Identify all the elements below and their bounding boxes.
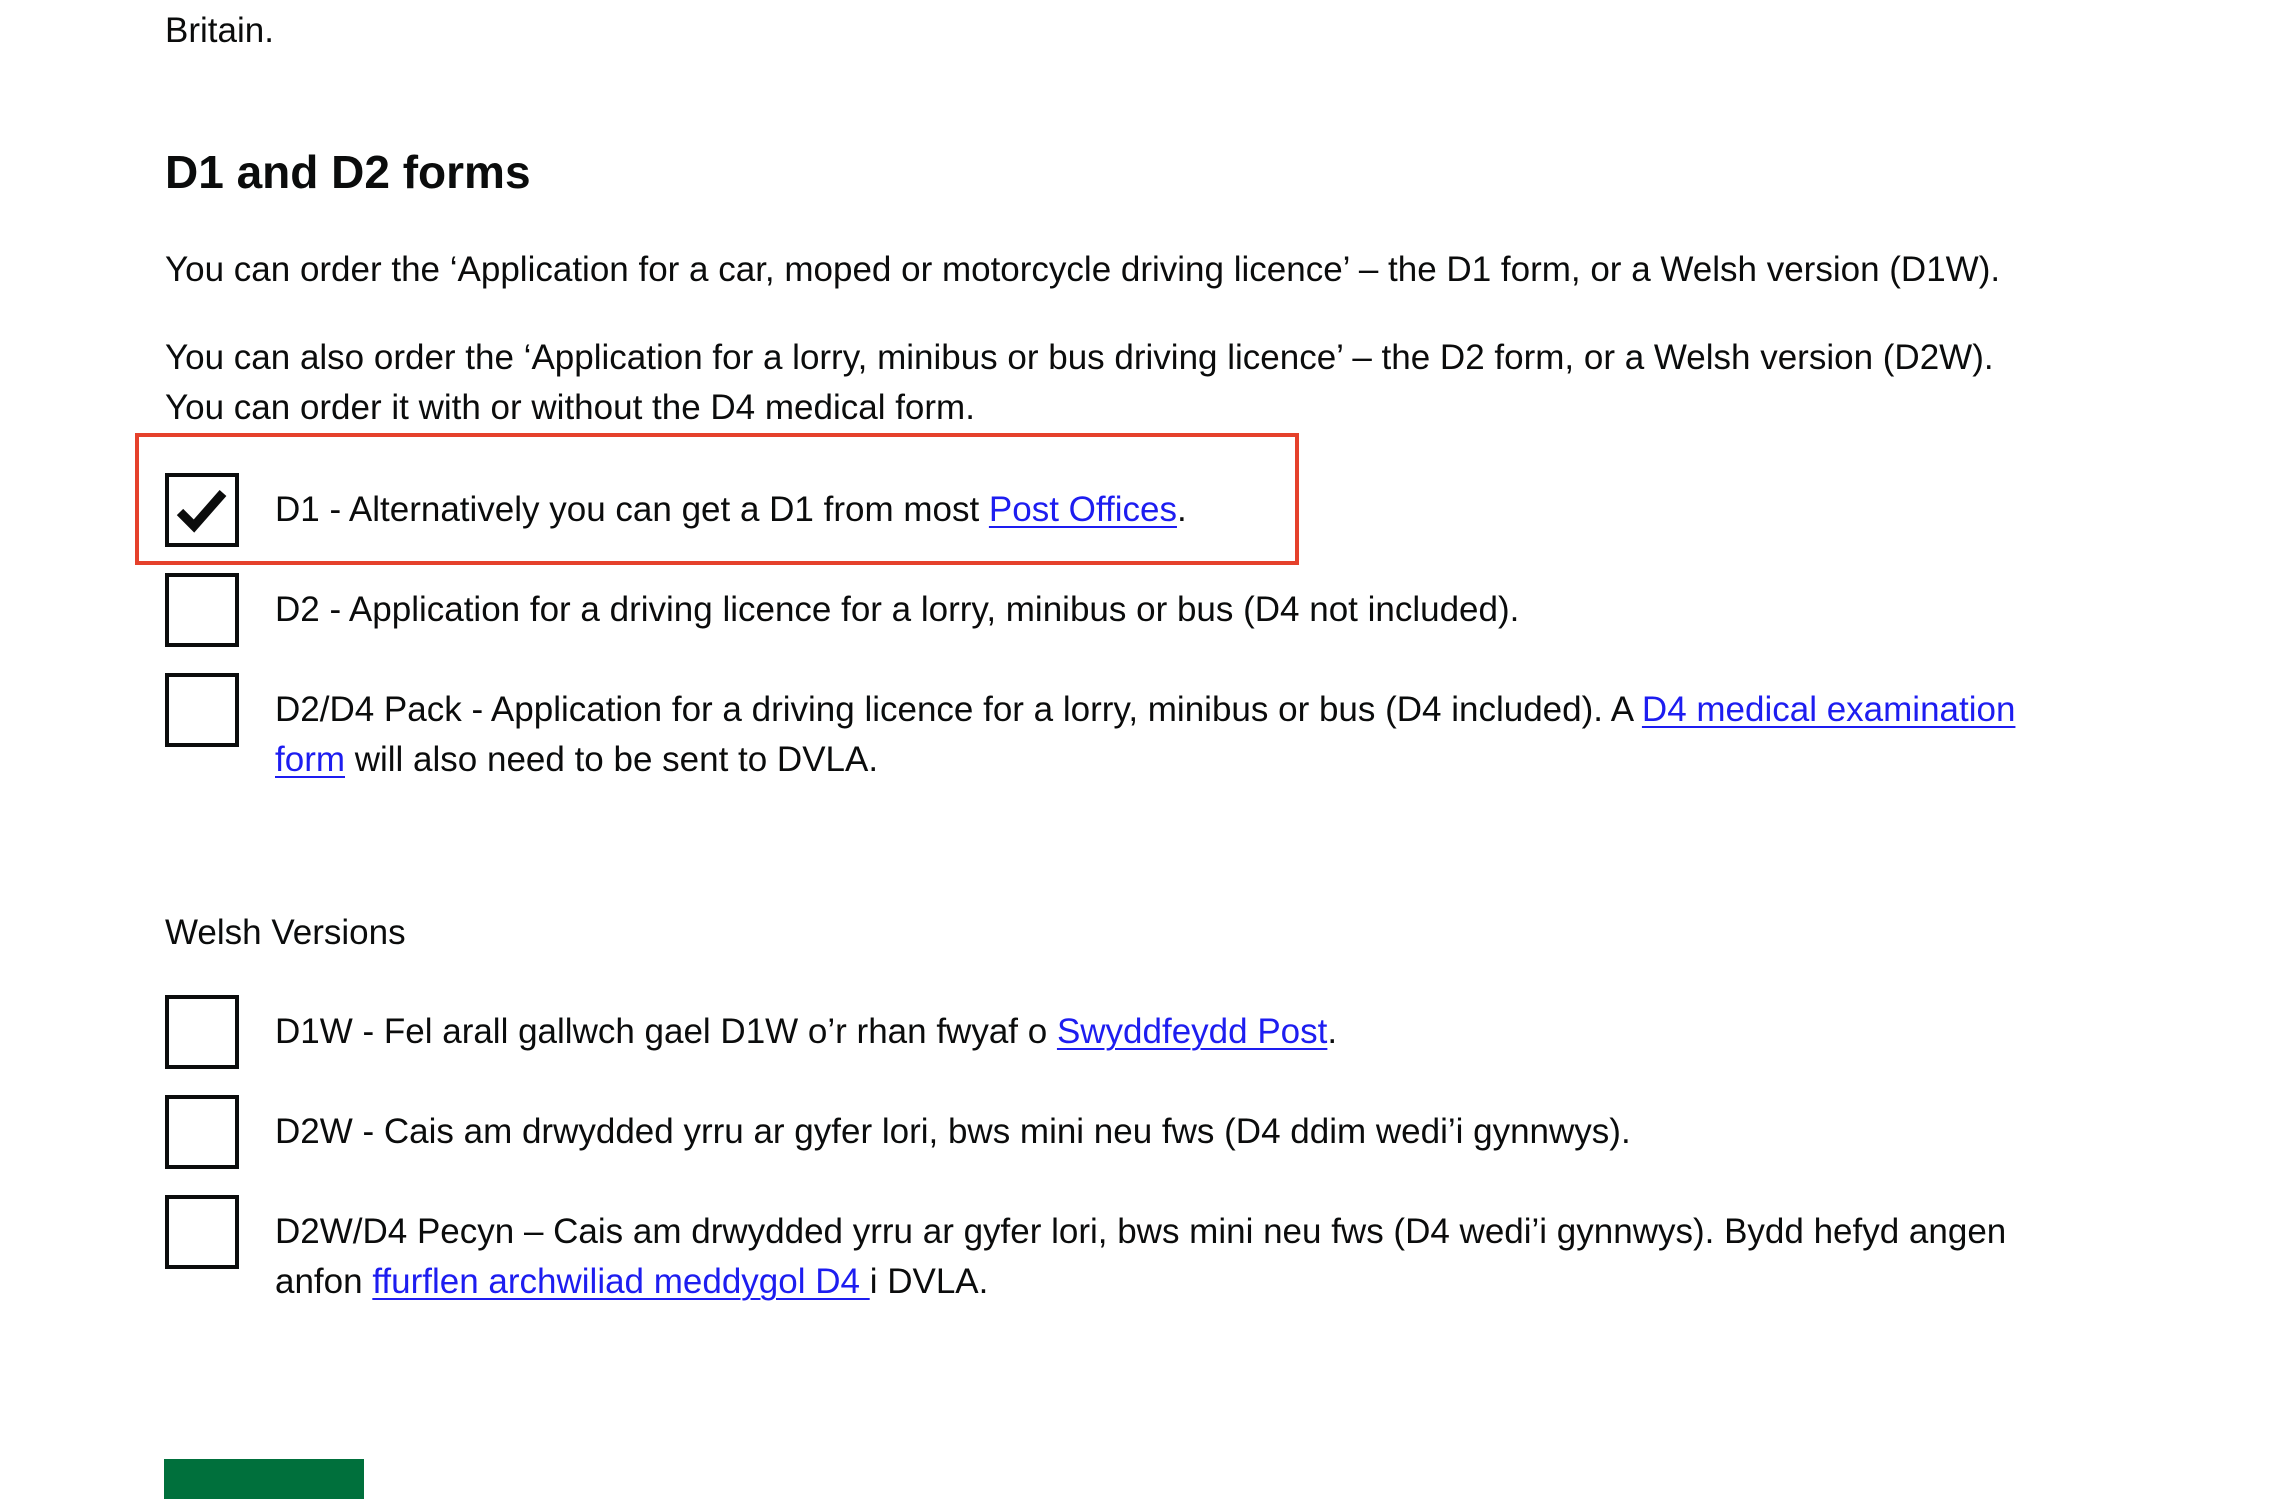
swyddfeydd-post-link[interactable]: Swyddfeydd Post xyxy=(1056,1012,1328,1051)
checkbox-d2[interactable] xyxy=(165,573,239,647)
section-title: D1 and D2 forms xyxy=(165,146,531,198)
intro-paragraph-d2-line1: You can also order the ‘Application for a lorry, minibus or bus driving licence’ – the D2 form, or a Welsh version (D2W). xyxy=(165,338,1994,377)
intro-paragraph-d2-line2: You can order it with or without the D4 medical form. xyxy=(165,388,975,427)
option-d2w-d4-pecyn-text: D2W/D4 Pecyn – Cais am drwydded yrru ar gyfer lori, bws mini neu fws (D4 wedi’i gynnwys). Bydd hefyd angen anfon xyxy=(275,1212,2007,1301)
post-offices-link[interactable]: Post Offices xyxy=(988,490,1177,529)
option-d2-d4-pack-label[interactable] xyxy=(275,685,2095,785)
option-d1-text-end: . xyxy=(1176,490,1187,529)
option-d2-d4-pack-text: D2/D4 Pack - Application for a driving licence for a lorry, minibus or bus (D4 included). A xyxy=(275,690,1642,729)
intro-paragraph-d1: You can order the ‘Application for a car, moped or motorcycle driving licence’ – the D1 form, or a Welsh version (D1W). xyxy=(165,250,2001,289)
intro-paragraph-d2 xyxy=(165,333,2165,433)
option-d2w-d4-pecyn-text-end: i DVLA. xyxy=(869,1262,989,1301)
ffurflen-d4-link[interactable]: ffurflen archwiliad meddygol D4 xyxy=(372,1262,870,1301)
d4-medical-form-link[interactable]: D4 medical examination form xyxy=(275,690,2016,779)
continue-button[interactable] xyxy=(164,1459,364,1499)
checkbox-d1w[interactable] xyxy=(165,995,239,1069)
option-d1w-text: D1W - Fel arall gallwch gael D1W o’r rhan fwyaf o xyxy=(275,1012,1057,1051)
checkbox-d1[interactable] xyxy=(165,473,239,547)
intro-trailing-text: Britain. xyxy=(165,11,274,50)
checkbox-d2w-d4-pecyn[interactable] xyxy=(165,1195,239,1269)
option-d1-label[interactable] xyxy=(275,485,2095,535)
checkmark-icon xyxy=(175,485,229,535)
option-d2-d4-pack-text-end: will also need to be sent to DVLA. xyxy=(345,740,879,779)
option-d1w-text-end: . xyxy=(1327,1012,1338,1051)
welsh-versions-heading: Welsh Versions xyxy=(165,913,406,952)
checkbox-d2-d4-pack[interactable] xyxy=(165,673,239,747)
checkbox-d2w[interactable] xyxy=(165,1095,239,1169)
option-d2-label[interactable]: D2 - Application for a driving licence for a lorry, minibus or bus (D4 not included). xyxy=(275,590,1520,629)
option-d1-text: D1 - Alternatively you can get a D1 from most xyxy=(275,490,989,529)
option-d1w-label[interactable] xyxy=(275,1007,2095,1057)
option-d2w-d4-pecyn-label[interactable] xyxy=(275,1207,2095,1307)
option-d2w-label[interactable]: D2W - Cais am drwydded yrru ar gyfer lori, bws mini neu fws (D4 ddim wedi’i gynnwys). xyxy=(275,1112,1631,1151)
